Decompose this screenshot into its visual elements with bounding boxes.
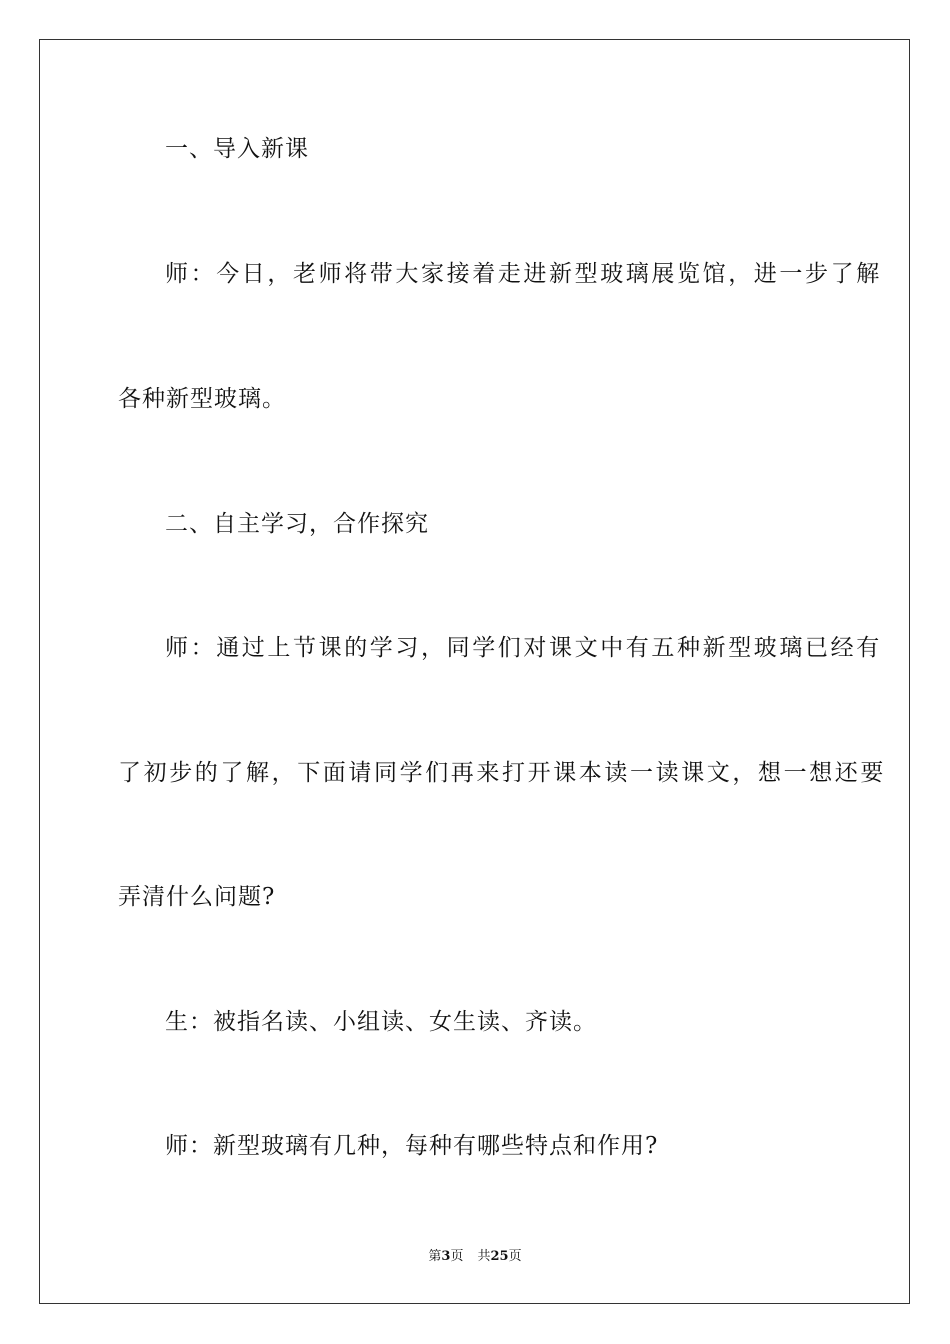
- heading-section-2: 二、自主学习，合作探究: [165, 511, 429, 537]
- footer-total-suffix: 页: [508, 1249, 522, 1264]
- footer-total-pages: 25: [490, 1249, 509, 1264]
- footer-page-suffix: 页: [450, 1249, 464, 1264]
- paragraph-line: 生：被指名读、小组读、女生读、齐读。: [165, 1009, 597, 1035]
- footer-page-number: 3: [441, 1249, 451, 1264]
- page-footer: [0, 1248, 950, 1266]
- paragraph-line: 了初步的了解，下面请同学们再来打开课本读一读课文，想一想还要: [118, 760, 886, 786]
- paragraph-line: 师：今日，老师将带大家接着走进新型玻璃展览馆，进一步了解: [165, 261, 882, 287]
- footer-page-prefix: 第: [428, 1249, 442, 1264]
- paragraph-line: 各种新型玻璃。: [118, 386, 286, 412]
- heading-section-1: 一、导入新课: [165, 136, 309, 162]
- paragraph-line: 弄清什么问题?: [118, 884, 276, 910]
- footer-total-prefix: 共: [477, 1249, 491, 1264]
- paragraph-line: 师：通过上节课的学习，同学们对课文中有五种新型玻璃已经有: [165, 635, 882, 661]
- paragraph-line: 师：新型玻璃有几种，每种有哪些特点和作用?: [165, 1133, 659, 1159]
- page-border: [39, 39, 910, 1304]
